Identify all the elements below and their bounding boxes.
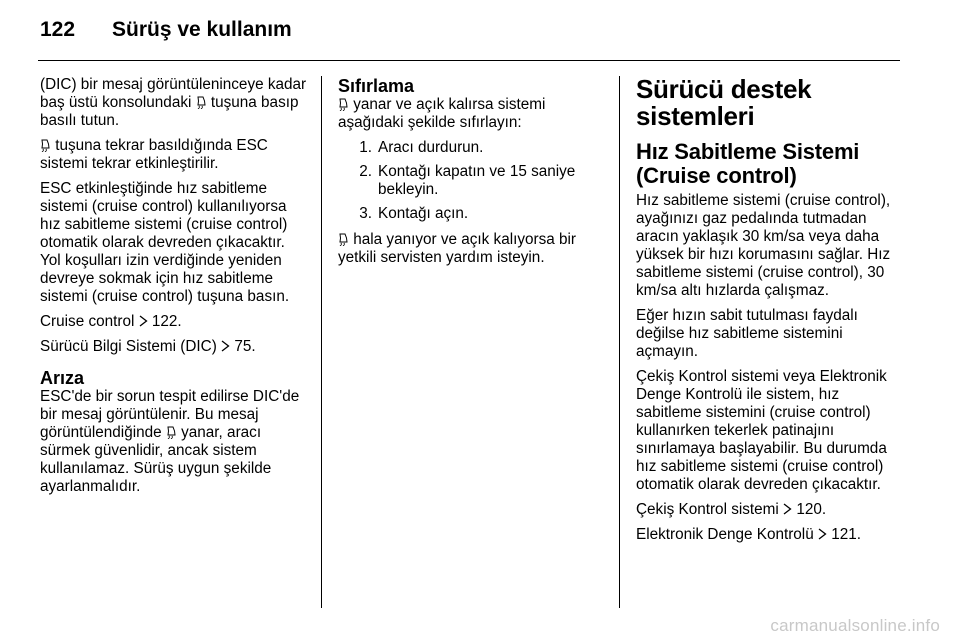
cross-reference: Sürücü Bilgi Sistemi (DIC) 75. xyxy=(40,338,256,355)
cross-reference: Çekiş Kontrol sistemi 120. xyxy=(636,501,827,518)
page-title: Sürüş ve kullanım xyxy=(112,18,292,41)
page-number: 122 xyxy=(40,18,76,41)
header-rule xyxy=(38,60,900,61)
paragraph: tuşuna tekrar basıldığında ESC sistemi tekrar etkinleştirilir. xyxy=(40,137,268,172)
paragraph: ESC'de bir sorun tespit edilirse DIC'de bir mesaj görüntülenir. Bu mesaj görüntülendiğinde yanar, aracı sürmek güvenlidir, ancak sistem kullanılamaz. Sürüş uygun şekilde ayarlanmalıdır. xyxy=(40,388,300,495)
column-middle xyxy=(338,76,604,274)
steps-list xyxy=(338,139,604,223)
watermark: carmanualsonline.info xyxy=(770,616,940,635)
paragraph: Çekiş Kontrol sistemi veya Elektronik Denge Kontrolü ile sistem, hız sabitleme sistemini (cruise control) kullanırken tekerlek patinajını sınırlamaya başlayabilir. Bu durumda hız sabitleme sistemi (cruise control) otomatik olarak devreden çıkacaktır. xyxy=(636,368,887,493)
page-reference-arrow-icon xyxy=(139,315,148,327)
cross-reference: Cruise control 122. xyxy=(40,313,182,330)
paragraph: Eğer hızın sabit tutulması faydalı değilse hız sabitleme sistemini açmayın. xyxy=(636,307,858,360)
page-reference-arrow-icon xyxy=(221,340,230,352)
list-item: 1. Aracı durdurun. xyxy=(359,139,484,156)
paragraph: yanar ve açık kalırsa sistemi aşağıdaki şekilde sıfırlayın: xyxy=(338,96,546,131)
page-header xyxy=(40,18,292,48)
column-divider-1 xyxy=(321,76,322,608)
page-reference-arrow-icon xyxy=(818,528,827,540)
paragraph: Hız sabitleme sistemi (cruise control), ayağınızı gaz pedalında tutmadan aracın yaklaşık 30 km/sa veya daha yüksek bir hızı korumasını sağlar. Hız sabitleme sistemi (cruise control), 30 km/sa altı hızlarda çalışmaz. xyxy=(636,192,891,299)
esc-off-car-icon xyxy=(166,426,177,439)
esc-off-car-icon xyxy=(338,98,349,111)
page-reference-arrow-icon xyxy=(783,503,792,515)
section-heading: Sıfırlama xyxy=(338,76,415,96)
column-divider-2 xyxy=(619,76,620,608)
esc-off-car-icon xyxy=(40,139,51,152)
esc-off-car-icon xyxy=(196,96,207,109)
cross-reference: Elektronik Denge Kontrolü 121. xyxy=(636,526,861,543)
list-item: 2. Kontağı kapatın ve 15 saniye bekleyin. xyxy=(359,163,576,198)
column-left xyxy=(40,76,308,503)
paragraph: hala yanıyor ve açık kalıyorsa bir yetkili servisten yardım isteyin. xyxy=(338,231,577,266)
paragraph: (DIC) bir mesaj görüntüleninceye kadar baş üstü konsolundaki tuşuna basıp basılı tutun. xyxy=(40,76,307,129)
chapter-heading: Sürücü destek sistemleri xyxy=(636,74,812,131)
paragraph: ESC etkinleştiğinde hız sabitleme sistemi (cruise control) kullanılıyorsa hız sabitleme sistemi (cruise control) otomatik olarak devreden çıkacaktır. Yol koşulları izin verdiğinde yeniden devreye sokmak için hız sabitleme sistemi (cruise control) tuşuna basın. xyxy=(40,180,290,305)
esc-off-car-icon xyxy=(338,233,349,246)
list-item: 3. Kontağı açın. xyxy=(359,205,469,222)
subsection-heading: Hız Sabitleme Sistemi (Cruise control) xyxy=(636,139,860,188)
column-right xyxy=(636,76,906,551)
section-heading: Arıza xyxy=(40,368,85,388)
